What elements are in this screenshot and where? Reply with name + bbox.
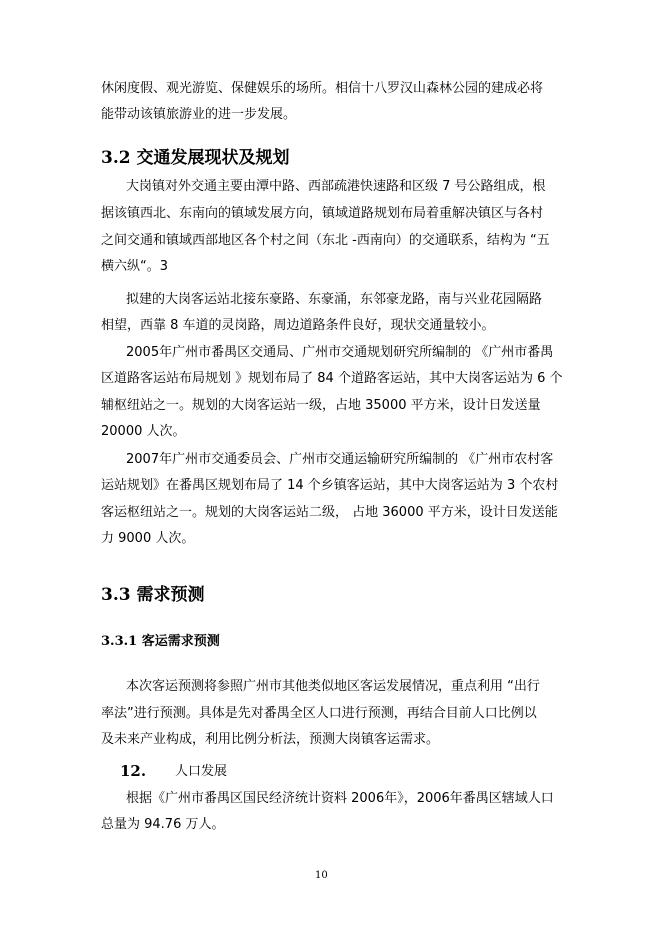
paragraph-line: 区道路客运站布局规划 》规划布局了 84 个道路客运站，其中大岗客运站为 6 个 [101, 371, 563, 386]
paragraph-line: 2007年广州市交通委员会、广州市交通运输研究所编制的 《广州市农村客 [126, 452, 554, 467]
paragraph-line: 辅枢纽站之一。规划的大岗客运站一级，占地 35000 平方米，设计日发送量 [101, 398, 541, 413]
paragraph-line: 大岗镇对外交通主要由潭中路、西部疏港快速路和区级 7 号公路组成，根 [126, 179, 546, 194]
paragraph-line: 总量为 94.76 万人。 [101, 817, 225, 832]
intro-line: 休闲度假、观光游览、保健娱乐的场所。相信十八罗汉山森林公园的建成必将 [101, 81, 544, 96]
item-title: 人口发展 [175, 764, 228, 779]
item-number: 12. [120, 762, 147, 780]
paragraph-line: 相望，西靠 8 车道的灵岗路，周边道路条件良好，现状交通量较小。 [101, 318, 495, 333]
paragraph-line: 20000 人次。 [101, 424, 186, 439]
section-heading-3-3: 3.3 需求预测 [101, 585, 205, 605]
paragraph-line: 根据《广州市番禺区国民经济统计资料 2006年》，2006年番禺区辖域人口 [126, 791, 554, 806]
paragraph-line: 力 9000 人次。 [101, 531, 195, 546]
page-number: 10 [315, 870, 328, 881]
paragraph-line: 运站规划》在番禺区规划布局了 14 个乡镇客运站，其中大岗客运站为 3 个农村 [101, 478, 559, 493]
paragraph-line: 拟建的大岗客运站北接东豪路、东豪涌，东邻豪龙路，南与兴业花园隔路 [126, 292, 543, 307]
paragraph-line: 据该镇西北、东南向的镇域发展方向，镇域道路规划布局着重解决镇区与各村 [101, 206, 544, 221]
paragraph-line: 横六纵“。3 [101, 259, 169, 274]
intro-line: 能带动该镇旅游业的进一步发展。 [101, 107, 297, 122]
paragraph-line: 及未来产业构成，利用比例分析法，预测大岗镇客运需求。 [101, 732, 440, 747]
paragraph-line: 本次客运预测将参照广州市其他类似地区客运发展情况，重点利用 “出行 [126, 679, 540, 694]
paragraph-line: 客运枢纽站之一。规划的大岗客运站二级， 占地 36000 平方米，设计日发送能 [101, 505, 558, 520]
section-heading-3-2: 3.2 交通发展现状及规划 [101, 148, 290, 168]
paragraph-line: 2005年广州市番禺区交通局、广州市交通规划研究所编制的 《广州市番禺 [126, 345, 554, 360]
paragraph-line: 率法”进行预测。具体是先对番禺全区人口进行预测，再结合目前人口比例以 [101, 706, 537, 721]
subsection-heading-3-3-1: 3.3.1 客运需求预测 [101, 634, 220, 649]
paragraph-line: 之间交通和镇域西部地区各个村之间（东北 -西南向）的交通联系，结构为 “五 [101, 233, 550, 248]
